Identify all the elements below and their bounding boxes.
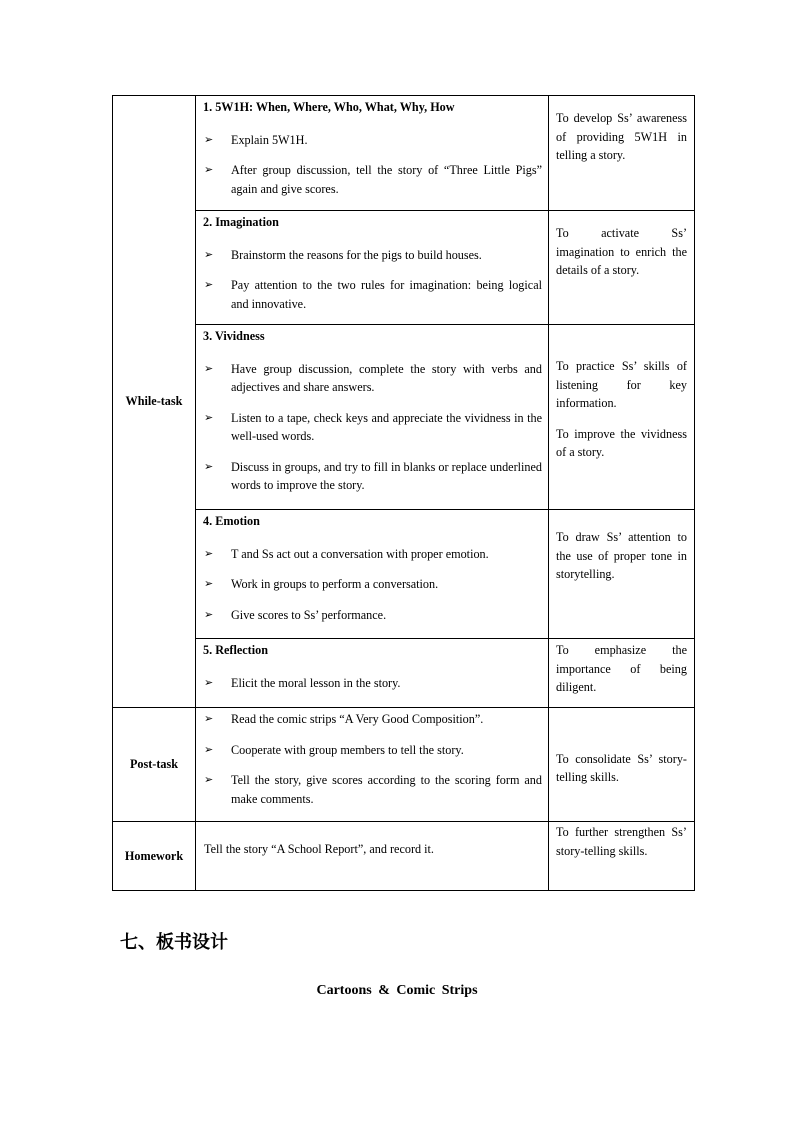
arrow-bullet-icon: ➢ [204,163,214,176]
arrow-bullet-icon: ➢ [204,361,214,375]
arrow-bullet-icon: ➢ [204,712,214,725]
aim-text: To improve the vividness of a story. [556,426,687,459]
stage-post-task: Post-task [113,708,196,822]
table-row [113,325,695,510]
aim-cell [549,822,695,891]
arrow-bullet-icon: ➢ [204,459,214,473]
aim-cell [549,510,695,639]
list-item: ➢ Tell the story, give scores according to the scoring form and make comments. [204,773,542,806]
section-title: 1. 5W1H: When, Where, Who, What, Why, How [203,100,455,114]
table-row [113,96,695,211]
aim-cell [549,325,695,510]
list-item: ➢ Explain 5W1H. [203,131,542,150]
arrow-bullet-icon: ➢ [204,410,214,424]
list-item: ➢ Brainstorm the reasons for the pigs to build houses. [203,246,542,265]
list-item: ➢ T and Ss act out a conversation with proper emotion. [203,545,542,564]
table-row [113,510,695,639]
arrow-bullet-icon: ➢ [204,132,214,146]
list-item: ➢ Cooperate with group members to tell the story. [203,741,542,760]
aim-text: To draw Ss’ attention to the use of proper tone in storytelling. [556,530,687,581]
arrow-bullet-icon: ➢ [204,607,214,621]
stage-while-task: While-task [113,96,196,708]
list-item: ➢ Read the comic strips “A Very Good Composition”. [203,710,542,729]
section-title: 3. Vividness [203,329,265,343]
activity-cell [196,211,549,325]
arrow-bullet-icon: ➢ [204,742,214,756]
list-item: ➢ Give scores to Ss’ performance. [203,606,542,625]
arrow-bullet-icon: ➢ [204,278,214,291]
list-item: ➢ Pay attention to the two rules for imagination: being logical and innovative. [204,278,542,311]
aim-cell [549,639,695,708]
aim-cell [549,211,695,325]
activity-cell [196,510,549,639]
section-title: 4. Emotion [203,514,260,528]
activity-cell [196,96,549,211]
aim-cell [549,96,695,211]
lesson-plan-table [112,95,695,891]
activity-cell [196,822,549,891]
board-title: Cartoons & Comic Strips [316,983,478,998]
list-item: ➢ Have group discussion, complete the story with verbs and adjectives and share answers. [204,361,542,394]
list-item: ➢ Discuss in groups, and try to fill in blanks or replace underlined words to improve the story. [204,459,542,492]
table-row [113,708,695,822]
section-title: 2. Imagination [203,215,279,229]
section-title: 5. Reflection [203,643,268,657]
aim-text: To activate Ss’ imagination to enrich the details of a story. [556,226,687,277]
aim-text: To consolidate Ss’ story-telling skills. [556,751,687,784]
aim-text: To emphasize the importance of being diligent. [556,643,687,694]
list-item: ➢ Listen to a tape, check keys and appreciate the vividness in the well-used words. [204,410,542,443]
arrow-bullet-icon: ➢ [204,675,214,689]
list-item: ➢ After group discussion, tell the story of “Three Little Pigs” again and give scores. [204,163,542,196]
arrow-bullet-icon: ➢ [204,773,214,786]
aim-cell [549,708,695,822]
table-row [113,211,695,325]
arrow-bullet-icon: ➢ [204,577,214,590]
arrow-bullet-icon: ➢ [204,247,214,261]
aim-text: To develop Ss’ awareness of providing 5W1H in telling a story. [556,111,687,162]
section-heading: 七、板书设计 [120,932,228,953]
activity-cell [196,639,549,708]
aim-text: To further strengthen Ss’ story-telling skills. [556,825,687,858]
aim-text: To practice Ss’ skills of listening for key information. [556,359,687,410]
activity-cell [196,708,549,822]
homework-text: Tell the story “A School Report”, and record it. [204,842,434,856]
arrow-bullet-icon: ➢ [204,546,214,560]
stage-homework: Homework [113,822,196,891]
list-item: ➢ Work in groups to perform a conversation. [203,575,542,594]
activity-cell [196,325,549,510]
list-item: ➢ Elicit the moral lesson in the story. [203,674,542,693]
table-row [113,822,695,891]
table-row [113,639,695,708]
